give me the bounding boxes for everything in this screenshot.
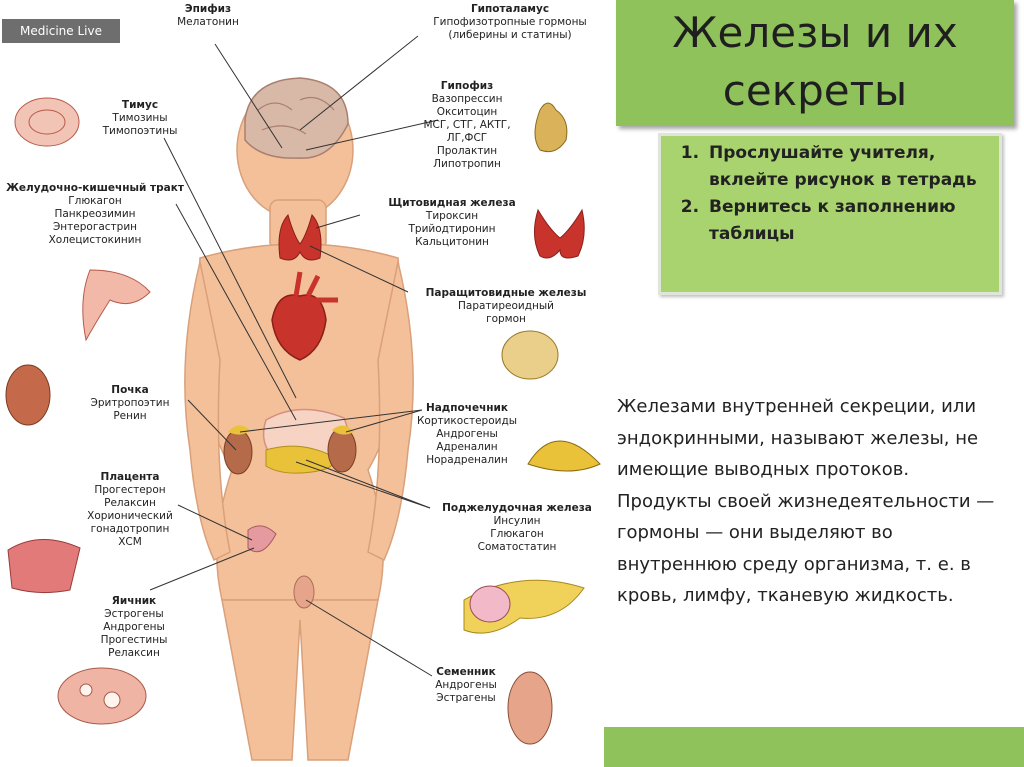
kidney-thumbnail (6, 365, 50, 425)
tasks-list (661, 140, 999, 248)
label-placenta: Плацента Прогестерон Релаксин Хорионический гонадотропин ХСМ (87, 471, 173, 548)
label-pituitary: Гипофиз Вазопрессин Окситоцин МСГ, СТГ, АКТГ, ЛГ,ФСГ Пролактин Липотропин (423, 80, 511, 170)
label-thyroid: Щитовидная железа Тироксин Трийодтиронин Кальцитонин (388, 197, 516, 248)
pituitary-thumbnail (535, 103, 567, 152)
watermark: Medicine Live (2, 19, 120, 43)
label-pancreas: Поджелудочная железа Инсулин Глюкагон Соматостатин (442, 502, 592, 553)
adrenal-thumbnail (528, 441, 600, 471)
slide-title: Железы и их секреты (672, 8, 958, 115)
tasks-box (658, 133, 1002, 295)
label-thymus: Тимус Тимозины Тимопоэтины (102, 99, 178, 137)
label-ovary: Яичник Эстрогены Андрогены Прогестины Релаксин (100, 595, 168, 659)
label-testis: Семенник Андрогены Эстрагены (435, 666, 497, 704)
label-epiphysis: Эпифиз Мелатонин (177, 3, 239, 28)
definition-paragraph: Железами внутренней секреции, или эндокринными, называют железы, не имеющие выводных протоков. Продукты своей жизнедеятельности — гормоны — они выделяют во внутреннюю среду организма, т. е. в кровь, лимфу, тканевую жидкость. (617, 396, 995, 606)
label-adrenal: Надпочечник Кортикостероиды Андрогены Адреналин Норадреналин (416, 402, 518, 466)
task-item: 2. Вернитесь к заполнению таблицы (705, 194, 999, 248)
ovary-thumbnail (58, 668, 146, 724)
label-hypothalamus: Гипоталамус Гипофизотропные гормоны (либерины и статины) (433, 3, 587, 41)
right-kidney (328, 428, 356, 472)
label-kidney: Почка Эритропоэтин Ренин (90, 384, 170, 422)
placenta-thumbnail (8, 539, 80, 592)
bottom-accent-bar (604, 727, 1024, 767)
intestine-thumbnail (83, 270, 150, 340)
parathyroid-thumbnail (502, 331, 558, 379)
left-kidney (224, 430, 252, 474)
label-gi-tract: Желудочно-кишечный тракт Глюкагон Панкреозимин Энтерогастрин Холецистокинин (6, 182, 184, 246)
task-item: 1. Прослушайте учителя, вклейте рисунок в тетрадь (705, 140, 999, 194)
title-banner (616, 0, 1014, 126)
testis-thumbnail (508, 672, 552, 744)
thymus-thumbnail (15, 98, 79, 146)
brain (245, 78, 348, 158)
label-parathyroid: Паращитовидные железы Паратиреоидный гормон (425, 287, 587, 325)
